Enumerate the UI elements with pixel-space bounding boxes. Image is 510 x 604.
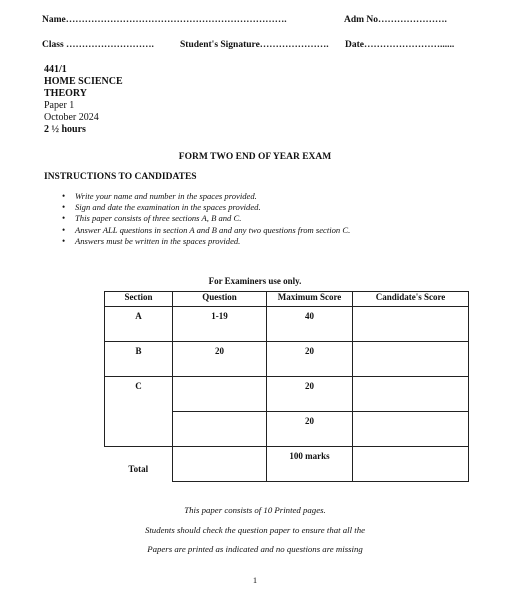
name-field-label: Name…………………………………………………………….	[42, 15, 287, 25]
paper-meta	[44, 64, 123, 136]
paper-duration: 2 ½ hours	[44, 124, 86, 135]
section-cell	[105, 342, 173, 377]
footer-missing-note: Papers are printed as indicated and no questions are missing	[147, 544, 363, 554]
candidate-score-value	[353, 307, 468, 311]
page-number: 1	[252, 575, 258, 585]
max-score-value: 40	[305, 311, 314, 321]
candidate-score-cell[interactable]	[353, 307, 469, 342]
candidate-score-cell[interactable]	[353, 377, 469, 412]
question-value: 20	[215, 346, 224, 356]
question-value	[173, 412, 266, 416]
table-row	[105, 342, 469, 377]
max-score-cell	[267, 307, 353, 342]
question-cell	[173, 307, 267, 342]
candidate-score-cell[interactable]	[353, 412, 469, 447]
max-score-value: 20	[305, 346, 314, 356]
max-score-cell	[267, 377, 353, 412]
section-cell	[105, 377, 173, 447]
section-value: C	[135, 381, 142, 391]
exam-title: FORM TWO END OF YEAR EXAM	[178, 152, 332, 162]
column-header: Question	[173, 292, 267, 307]
instructions-list	[62, 191, 350, 247]
footer-check-note: Students should check the question paper to ensure that all the	[144, 525, 366, 535]
table-total-row	[105, 447, 469, 482]
table-header-row	[105, 292, 469, 307]
total-max-cell	[267, 447, 353, 482]
paper-subject: HOME SCIENCE	[44, 76, 123, 87]
candidate-score-value	[353, 342, 468, 346]
instruction-item: • Write your name and number in the spaces provided.	[62, 191, 350, 202]
paper-date: October 2024	[44, 112, 99, 123]
signature-field-label: Student's Signature………………….	[180, 40, 329, 50]
examiners-caption: For Examiners use only.	[208, 276, 302, 286]
total-label-cell	[105, 447, 173, 482]
paper-type: THEORY	[44, 88, 87, 99]
question-value: 1-19	[211, 311, 228, 321]
examiners-table	[104, 291, 469, 482]
candidate-score-cell[interactable]	[353, 342, 469, 377]
paper-number: Paper 1	[44, 100, 75, 111]
instructions-heading: INSTRUCTIONS TO CANDIDATES	[44, 172, 197, 182]
instruction-item: • Answers must be written in the spaces provided.	[62, 236, 350, 247]
total-label: Total	[128, 464, 149, 475]
section-cell	[105, 307, 173, 342]
question-value	[173, 377, 266, 381]
paper-code: 441/1	[44, 64, 67, 75]
instruction-item: • Answer ALL questions in section A and B and any two questions from section C.	[62, 225, 350, 236]
table-row	[105, 377, 469, 412]
max-score-value: 20	[305, 416, 314, 426]
question-cell	[173, 412, 267, 447]
max-score-cell	[267, 412, 353, 447]
section-value: A	[135, 311, 142, 321]
instruction-item: • This paper consists of three sections A, B and C.	[62, 213, 350, 224]
candidate-score-value	[353, 412, 468, 416]
candidate-score-value	[353, 377, 468, 381]
total-max-value: 100 marks	[289, 451, 330, 461]
column-header: Maximum Score	[267, 292, 353, 307]
instruction-item: • Sign and date the examination in the spaces provided.	[62, 202, 350, 213]
question-cell	[173, 377, 267, 412]
table-row	[105, 307, 469, 342]
footer-pages-note: This paper consists of 10 Printed pages.	[184, 505, 326, 515]
max-score-value: 20	[305, 381, 314, 391]
adm-no-field-label: Adm No………………….	[344, 15, 447, 25]
column-header: Section	[105, 292, 173, 307]
date-field-label: Date……………………......	[345, 40, 455, 50]
section-value: B	[135, 346, 142, 356]
total-question-cell	[173, 447, 267, 482]
class-field-label: Class ……………………….	[42, 40, 154, 50]
column-header: Candidate's Score	[353, 292, 469, 307]
total-candidate-score-cell[interactable]	[353, 447, 469, 482]
max-score-cell	[267, 342, 353, 377]
question-cell	[173, 342, 267, 377]
